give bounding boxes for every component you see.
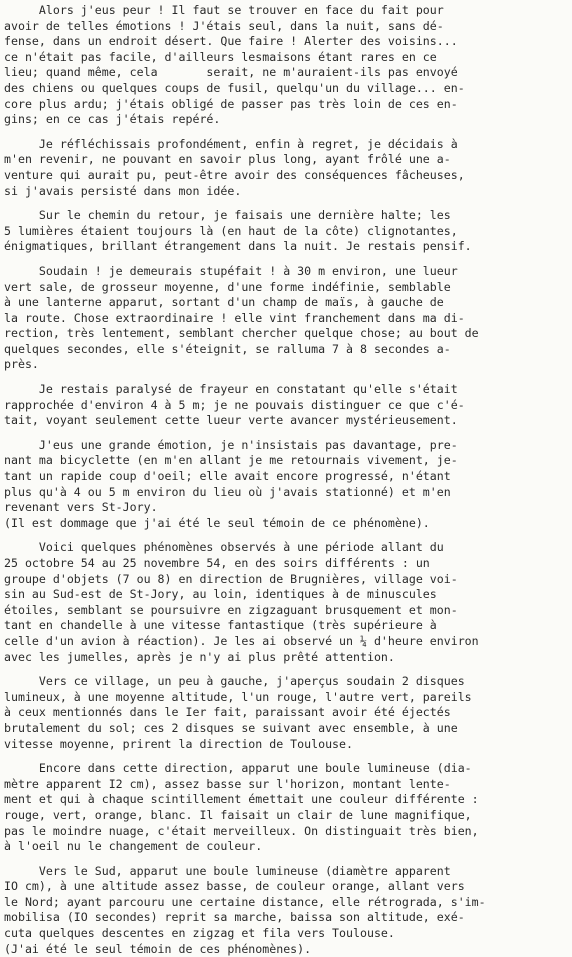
text-line: avoir de telles émotions ! J'étais seul, dans la nuit, sans dé- xyxy=(4,18,444,33)
text-line: pas le moindre nuage, c'était merveilleux. On distinguait très bien, xyxy=(4,823,479,838)
text-line: rouge, vert, orange, blanc. Il faisait un clair de lune magnifique, xyxy=(4,807,472,822)
text-line: tait, voyant seulement cette lueur verte avancer mystérieusement. xyxy=(4,413,458,428)
text-line: la route. Chose extraordinaire ! elle vint franchement dans ma di- xyxy=(4,310,465,325)
text-line: cuta quelques descentes en zigzag et fila vers Toulouse. xyxy=(4,926,395,941)
text-line: lieu; quand même, cela serait, ne m'auraient-ils pas envoyé xyxy=(4,65,458,80)
text-line: fense, dans un endroit désert. Que faire ! Alerter des voisins... xyxy=(4,34,458,49)
text-line: Sur le chemin du retour, je faisais une dernière halte; les xyxy=(4,208,451,223)
text-line: avec les jumelles, après je n'y ai plus prêté attention. xyxy=(4,649,395,664)
text-line: des chiens ou quelques coups de fusil, quelqu'un du village... en- xyxy=(4,80,465,95)
text-line: étoiles, semblant se poursuivre en zigzaguant brusquement et mon- xyxy=(4,602,458,617)
paragraph-paralysed xyxy=(4,382,566,429)
text-line: rection, très lentement, semblant chercher quelque chose; au bout de xyxy=(4,326,479,341)
text-line: Je restais paralysé de frayeur en constatant qu'elle s'était xyxy=(4,382,458,397)
text-line: tant en chandelle à une vitesse fantastique (très supérieure à xyxy=(4,618,437,633)
text-line: Encore dans cette direction, apparut une boule lumineuse (dia- xyxy=(4,761,472,776)
text-line: le Nord; ayant parcouru une certaine distance, elle rétrograda, s'im- xyxy=(4,894,486,909)
paragraph-decision xyxy=(4,137,566,199)
paragraph-emotion xyxy=(4,438,566,532)
text-line: vert sale, de grosseur moyenne, d'une forme indéfinie, semblable xyxy=(4,279,451,294)
text-line: revenant vers St-Jory. xyxy=(4,500,158,515)
text-line: Vers le Sud, apparut une boule lumineuse (diamètre apparent xyxy=(4,863,451,878)
text-line: (Il est dommage que j'ai été le seul témoin de ce phénomène). xyxy=(4,515,430,530)
paragraph-fear xyxy=(4,3,566,128)
text-line: J'eus une grande émotion, je n'insistais pas davantage, pre- xyxy=(4,437,458,452)
text-line: à une lanterne apparut, sortant d'un champ de maïs, à gauche de xyxy=(4,295,444,310)
text-line: lumineux, à une moyenne altitude, l'un rouge, l'autre vert, pareils xyxy=(4,689,472,704)
text-line: 25 octobre 54 au 25 novembre 54, en des soirs différents : un xyxy=(4,556,430,570)
text-line: nant ma bicyclette (en m'en allant je me retournais vivement, je- xyxy=(4,453,458,468)
text-line: près. xyxy=(4,357,39,372)
text-line: vitesse moyenne, prirent la direction de Toulouse. xyxy=(4,736,354,751)
text-line: quelques secondes, elle s'éteignit, se ralluma 7 à 8 secondes a- xyxy=(4,341,451,356)
text-line: mètre apparent I2 cm), assez basse sur l'horizon, montant lente- xyxy=(4,776,451,791)
paragraph-green-light xyxy=(4,264,566,373)
paragraph-phenomena-list xyxy=(4,540,566,665)
text-line: tant un rapide coup d'oeil; elle avait encore progressé, n'étant xyxy=(4,469,451,484)
text-line: Je réfléchissais profondément, enfin à regret, je décidais à xyxy=(4,136,458,151)
text-line: à ceux mentionnés dans le Ier fait, paraissant avoir été éjectés xyxy=(4,705,451,720)
text-line: Vers ce village, un peu à gauche, j'aperçus soudain 2 disques xyxy=(4,674,465,689)
text-line: si j'avais persisté dans mon idée. xyxy=(4,183,242,198)
paragraph-return xyxy=(4,208,566,255)
text-line: plus qu'à 4 ou 5 m environ du lieu où j'avais stationné) et m'en xyxy=(4,484,451,499)
text-line: m'en revenir, ne pouvant en savoir plus long, ayant frôlé une a- xyxy=(4,152,451,167)
text-line: rapprochée d'environ 4 à 5 m; je ne pouvais distinguer ce que c'é- xyxy=(4,397,465,412)
text-line: Soudain ! je demeurais stupéfait ! à 30 m environ, une lueur xyxy=(4,263,458,278)
paragraph-two-discs xyxy=(4,674,566,752)
text-line: gins; en ce cas j'étais repéré. xyxy=(4,112,221,127)
text-line: venture qui aurait pu, peut-être avoir des conséquences fâcheuses, xyxy=(4,167,465,182)
text-line: 5 lumières étaient toujours là (en haut de la côte) clignotantes, xyxy=(4,223,458,238)
text-line: groupe d'objets (7 ou 8) en direction de Brugnières, village voi- xyxy=(4,571,458,586)
text-line: celle d'un avion à réaction). Je les ai observé un ¼ d'heure environ xyxy=(4,633,479,648)
paragraph-orange-ball xyxy=(4,864,566,957)
text-line: Voici quelques phénomènes observés à une période allant du xyxy=(4,540,444,555)
text-line: énigmatiques, brillant étrangement dans la nuit. Je restais pensif. xyxy=(4,239,472,254)
text-line: Alors j'eus peur ! Il faut se trouver en face du fait pour xyxy=(4,3,444,17)
text-line: IO cm), à une altitude assez basse, de couleur orange, allant vers xyxy=(4,879,465,894)
paragraph-luminous-ball xyxy=(4,761,566,855)
text-line: ment et qui à chaque scintillement émettait une couleur différente : xyxy=(4,792,479,807)
text-line: brutalement du sol; ces 2 disques se suivant avec ensemble, à une xyxy=(4,720,458,735)
text-line: sin au Sud-est de St-Jory, au loin, identiques à de minuscules xyxy=(4,587,437,602)
text-line: à l'oeil nu le changement de couleur. xyxy=(4,839,263,854)
text-line: (J'ai été le seul témoin de ces phénomènes). xyxy=(4,941,312,956)
text-line: mobilisa (IO secondes) reprit sa marche, baissa son altitude, exé- xyxy=(4,910,465,925)
text-line: core plus ardu; j'étais obligé de passer pas très loin de ces en- xyxy=(4,96,458,111)
text-line: ce n'était pas facile, d'ailleurs lesmaisons étant rares en ce xyxy=(4,49,437,64)
